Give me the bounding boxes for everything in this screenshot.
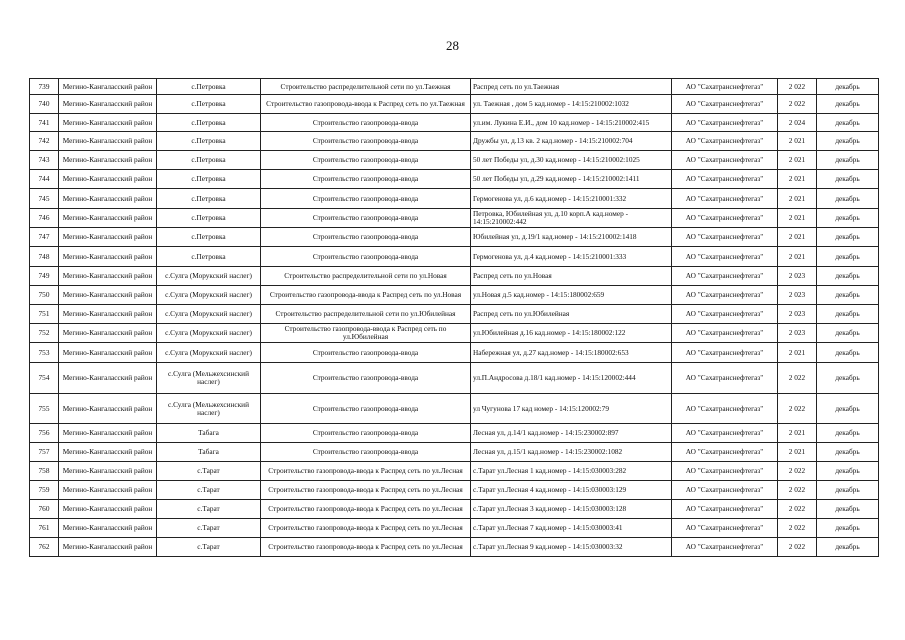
locality-cell: с.Сулга (Морукский наслег) bbox=[157, 286, 261, 305]
table-row bbox=[30, 114, 879, 132]
work-description-cell: Строительство газопровода-ввода bbox=[261, 343, 471, 363]
district-cell: Мегино-Кангаласский район bbox=[59, 267, 157, 286]
object-address-cell: Лесная ул, д.15/1 кад.номер - 14:15:230002:1082 bbox=[471, 443, 672, 462]
row-number: 759 bbox=[30, 481, 59, 500]
row-number: 740 bbox=[30, 95, 59, 114]
month-cell: декабрь bbox=[817, 462, 879, 481]
district-cell: Мегино-Кангаласский район bbox=[59, 170, 157, 189]
month-cell: декабрь bbox=[817, 189, 879, 209]
table-row bbox=[30, 519, 879, 538]
year-cell: 2 021 bbox=[778, 170, 817, 189]
object-address-cell: с.Тарат ул.Лесная 9 кад.номер - 14:15:030003:32 bbox=[471, 538, 672, 557]
district-cell: Мегино-Кангаласский район bbox=[59, 462, 157, 481]
work-description-cell: Строительство газопровода-ввода bbox=[261, 170, 471, 189]
organization-cell: АО "Сахатранснефтегаз" bbox=[672, 443, 778, 462]
year-cell: 2 022 bbox=[778, 519, 817, 538]
work-description-cell: Строительство газопровода-ввода к Распред сеть по ул.Лесная bbox=[261, 462, 471, 481]
object-address-cell: с.Тарат ул.Лесная 4 кад.номер - 14:15:030003:129 bbox=[471, 481, 672, 500]
work-description-cell: Строительство газопровода-ввода bbox=[261, 247, 471, 267]
locality-cell: с.Сулга (Мельжехсинский наслег) bbox=[157, 394, 261, 424]
work-description-cell: Строительство газопровода-ввода bbox=[261, 114, 471, 132]
organization-cell: АО "Сахатранснефтегаз" bbox=[672, 114, 778, 132]
table-row bbox=[30, 343, 879, 363]
district-cell: Мегино-Кангаласский район bbox=[59, 95, 157, 114]
year-cell: 2 021 bbox=[778, 151, 817, 170]
object-address-cell: Распред сеть по ул.Таежная bbox=[471, 79, 672, 95]
locality-cell: с.Сулга (Морукский наслег) bbox=[157, 267, 261, 286]
table-row bbox=[30, 209, 879, 228]
table-row bbox=[30, 424, 879, 443]
table-row bbox=[30, 132, 879, 151]
table-row bbox=[30, 305, 879, 324]
row-number: 753 bbox=[30, 343, 59, 363]
month-cell: декабрь bbox=[817, 286, 879, 305]
year-cell: 2 021 bbox=[778, 209, 817, 228]
organization-cell: АО "Сахатранснефтегаз" bbox=[672, 500, 778, 519]
organization-cell: АО "Сахатранснефтегаз" bbox=[672, 538, 778, 557]
year-cell: 2 021 bbox=[778, 247, 817, 267]
work-description-cell: Строительство газопровода-ввода к Распред сеть по ул.Таежная bbox=[261, 95, 471, 114]
table-row bbox=[30, 170, 879, 189]
month-cell: декабрь bbox=[817, 500, 879, 519]
work-description-cell: Строительство газопровода-ввода bbox=[261, 189, 471, 209]
object-address-cell: 50 лет Победы ул, д.29 кад.номер - 14:15:210002:1411 bbox=[471, 170, 672, 189]
work-description-cell: Строительство газопровода-ввода к Распред сеть по ул.Новая bbox=[261, 286, 471, 305]
district-cell: Мегино-Кангаласский район bbox=[59, 286, 157, 305]
gas-works-table bbox=[29, 78, 879, 557]
row-number: 744 bbox=[30, 170, 59, 189]
organization-cell: АО "Сахатранснефтегаз" bbox=[672, 462, 778, 481]
locality-cell: с.Петровка bbox=[157, 209, 261, 228]
month-cell: декабрь bbox=[817, 170, 879, 189]
table-row bbox=[30, 363, 879, 394]
row-number: 749 bbox=[30, 267, 59, 286]
district-cell: Мегино-Кангаласский район bbox=[59, 114, 157, 132]
object-address-cell: с.Тарат ул.Лесная 7 кад.номер - 14:15:030003:41 bbox=[471, 519, 672, 538]
year-cell: 2 022 bbox=[778, 462, 817, 481]
object-address-cell: Набережная ул, д.27 кад.номер - 14:15:180002:653 bbox=[471, 343, 672, 363]
object-address-cell: Гермогенова ул, д.4 кад.номер - 14:15:210001:333 bbox=[471, 247, 672, 267]
work-description-cell: Строительство газопровода-ввода к Распред сеть по ул.Лесная bbox=[261, 538, 471, 557]
district-cell: Мегино-Кангаласский район bbox=[59, 519, 157, 538]
organization-cell: АО "Сахатранснефтегаз" bbox=[672, 95, 778, 114]
object-address-cell: Гермогенова ул, д.6 кад.номер - 14:15:210001:332 bbox=[471, 189, 672, 209]
work-description-cell: Строительство газопровода-ввода к Распред сеть по ул.Лесная bbox=[261, 481, 471, 500]
year-cell: 2 021 bbox=[778, 228, 817, 247]
object-address-cell: ул.П.Андросова д.18/1 кад.номер - 14:15:120002:444 bbox=[471, 363, 672, 394]
row-number: 745 bbox=[30, 189, 59, 209]
table-row bbox=[30, 443, 879, 462]
work-description-cell: Строительство газопровода-ввода bbox=[261, 151, 471, 170]
work-description-cell: Строительство газопровода-ввода bbox=[261, 363, 471, 394]
object-address-cell: 50 лет Победы ул, д.30 кад.номер - 14:15:210002:1025 bbox=[471, 151, 672, 170]
district-cell: Мегино-Кангаласский район bbox=[59, 481, 157, 500]
row-number: 743 bbox=[30, 151, 59, 170]
object-address-cell: ул.им. Лукина Е.И., дом 10 кад.номер - 14:15:210002:415 bbox=[471, 114, 672, 132]
row-number: 760 bbox=[30, 500, 59, 519]
table-row bbox=[30, 462, 879, 481]
organization-cell: АО "Сахатранснефтегаз" bbox=[672, 151, 778, 170]
object-address-cell: с.Тарат ул.Лесная 1 кад.номер - 14:15:030003:282 bbox=[471, 462, 672, 481]
month-cell: декабрь bbox=[817, 114, 879, 132]
object-address-cell: Петровка, Юбилейная ул, д.10 корп.А кад.номер - 14:15:210002:442 bbox=[471, 209, 672, 228]
table-row bbox=[30, 189, 879, 209]
row-number: 742 bbox=[30, 132, 59, 151]
month-cell: декабрь bbox=[817, 481, 879, 500]
month-cell: декабрь bbox=[817, 519, 879, 538]
locality-cell: Табага bbox=[157, 424, 261, 443]
row-number: 754 bbox=[30, 363, 59, 394]
work-description-cell: Строительство газопровода-ввода к Распред сеть по ул.Лесная bbox=[261, 500, 471, 519]
locality-cell: с.Тарат bbox=[157, 500, 261, 519]
object-address-cell: Дружбы ул, д.13 кв. 2 кад.номер - 14:15:210002:704 bbox=[471, 132, 672, 151]
work-description-cell: Строительство распределительной сети по ул.Юбилейная bbox=[261, 305, 471, 324]
locality-cell: с.Сулга (Морукский наслег) bbox=[157, 343, 261, 363]
table-row bbox=[30, 286, 879, 305]
organization-cell: АО "Сахатранснефтегаз" bbox=[672, 519, 778, 538]
district-cell: Мегино-Кангаласский район bbox=[59, 209, 157, 228]
work-description-cell: Строительство газопровода-ввода bbox=[261, 443, 471, 462]
object-address-cell: Юбилейная ул, д.19/1 кад.номер - 14:15:210002:1418 bbox=[471, 228, 672, 247]
organization-cell: АО "Сахатранснефтегаз" bbox=[672, 424, 778, 443]
year-cell: 2 021 bbox=[778, 132, 817, 151]
object-address-cell: с.Тарат ул.Лесная 3 кад.номер - 14:15:030003:128 bbox=[471, 500, 672, 519]
month-cell: декабрь bbox=[817, 247, 879, 267]
month-cell: декабрь bbox=[817, 324, 879, 343]
district-cell: Мегино-Кангаласский район bbox=[59, 363, 157, 394]
district-cell: Мегино-Кангаласский район bbox=[59, 151, 157, 170]
organization-cell: АО "Сахатранснефтегаз" bbox=[672, 209, 778, 228]
locality-cell: с.Петровка bbox=[157, 189, 261, 209]
district-cell: Мегино-Кангаласский район bbox=[59, 247, 157, 267]
district-cell: Мегино-Кангаласский район bbox=[59, 189, 157, 209]
month-cell: декабрь bbox=[817, 538, 879, 557]
locality-cell: с.Петровка bbox=[157, 132, 261, 151]
locality-cell: с.Петровка bbox=[157, 151, 261, 170]
locality-cell: с.Петровка bbox=[157, 228, 261, 247]
row-number: 761 bbox=[30, 519, 59, 538]
object-address-cell: ул.Юбилейная д.16 кад.номер - 14:15:180002:122 bbox=[471, 324, 672, 343]
year-cell: 2 024 bbox=[778, 114, 817, 132]
row-number: 741 bbox=[30, 114, 59, 132]
row-number: 739 bbox=[30, 79, 59, 95]
organization-cell: АО "Сахатранснефтегаз" bbox=[672, 324, 778, 343]
locality-cell: с.Тарат bbox=[157, 538, 261, 557]
month-cell: декабрь bbox=[817, 424, 879, 443]
table-row bbox=[30, 538, 879, 557]
locality-cell: с.Петровка bbox=[157, 114, 261, 132]
year-cell: 2 023 bbox=[778, 305, 817, 324]
year-cell: 2 022 bbox=[778, 95, 817, 114]
year-cell: 2 021 bbox=[778, 343, 817, 363]
organization-cell: АО "Сахатранснефтегаз" bbox=[672, 363, 778, 394]
year-cell: 2 021 bbox=[778, 189, 817, 209]
year-cell: 2 022 bbox=[778, 538, 817, 557]
table-row bbox=[30, 247, 879, 267]
table-row bbox=[30, 324, 879, 343]
row-number: 762 bbox=[30, 538, 59, 557]
district-cell: Мегино-Кангаласский район bbox=[59, 324, 157, 343]
locality-cell: с.Сулга (Морукский наслег) bbox=[157, 324, 261, 343]
work-description-cell: Строительство распределительной сети по ул.Таежная bbox=[261, 79, 471, 95]
locality-cell: с.Тарат bbox=[157, 462, 261, 481]
district-cell: Мегино-Кангаласский район bbox=[59, 424, 157, 443]
table-row bbox=[30, 394, 879, 424]
object-address-cell: ул Чугунова 17 кад номер - 14:15:120002:79 bbox=[471, 394, 672, 424]
month-cell: декабрь bbox=[817, 228, 879, 247]
month-cell: декабрь bbox=[817, 443, 879, 462]
organization-cell: АО "Сахатранснефтегаз" bbox=[672, 170, 778, 189]
organization-cell: АО "Сахатранснефтегаз" bbox=[672, 247, 778, 267]
row-number: 750 bbox=[30, 286, 59, 305]
year-cell: 2 022 bbox=[778, 500, 817, 519]
table-row bbox=[30, 481, 879, 500]
organization-cell: АО "Сахатранснефтегаз" bbox=[672, 305, 778, 324]
district-cell: Мегино-Кангаласский район bbox=[59, 394, 157, 424]
organization-cell: АО "Сахатранснефтегаз" bbox=[672, 394, 778, 424]
organization-cell: АО "Сахатранснефтегаз" bbox=[672, 343, 778, 363]
organization-cell: АО "Сахатранснефтегаз" bbox=[672, 189, 778, 209]
month-cell: декабрь bbox=[817, 209, 879, 228]
month-cell: декабрь bbox=[817, 305, 879, 324]
work-description-cell: Строительство газопровода-ввода bbox=[261, 209, 471, 228]
row-number: 746 bbox=[30, 209, 59, 228]
row-number: 751 bbox=[30, 305, 59, 324]
row-number: 747 bbox=[30, 228, 59, 247]
page-number: 28 bbox=[446, 38, 459, 53]
district-cell: Мегино-Кангаласский район bbox=[59, 538, 157, 557]
district-cell: Мегино-Кангаласский район bbox=[59, 343, 157, 363]
month-cell: декабрь bbox=[817, 151, 879, 170]
district-cell: Мегино-Кангаласский район bbox=[59, 443, 157, 462]
organization-cell: АО "Сахатранснефтегаз" bbox=[672, 132, 778, 151]
table-row bbox=[30, 151, 879, 170]
row-number: 752 bbox=[30, 324, 59, 343]
month-cell: декабрь bbox=[817, 267, 879, 286]
year-cell: 2 021 bbox=[778, 443, 817, 462]
work-description-cell: Строительство газопровода-ввода bbox=[261, 394, 471, 424]
locality-cell: с.Петровка bbox=[157, 170, 261, 189]
row-number: 758 bbox=[30, 462, 59, 481]
year-cell: 2 022 bbox=[778, 79, 817, 95]
locality-cell: с.Сулга (Мельжехсинский наслег) bbox=[157, 363, 261, 394]
table-row bbox=[30, 95, 879, 114]
organization-cell: АО "Сахатранснефтегаз" bbox=[672, 267, 778, 286]
work-description-cell: Строительство газопровода-ввода к Распред сеть по ул.Юбилейная bbox=[261, 324, 471, 343]
organization-cell: АО "Сахатранснефтегаз" bbox=[672, 481, 778, 500]
work-description-cell: Строительство газопровода-ввода к Распред сеть по ул.Лесная bbox=[261, 519, 471, 538]
month-cell: декабрь bbox=[817, 343, 879, 363]
year-cell: 2 023 bbox=[778, 286, 817, 305]
work-description-cell: Строительство газопровода-ввода bbox=[261, 228, 471, 247]
year-cell: 2 023 bbox=[778, 267, 817, 286]
locality-cell: Табага bbox=[157, 443, 261, 462]
district-cell: Мегино-Кангаласский район bbox=[59, 79, 157, 95]
month-cell: декабрь bbox=[817, 79, 879, 95]
object-address-cell: ул.Новая д.5 кад.номер - 14:15:180002:659 bbox=[471, 286, 672, 305]
locality-cell: с.Петровка bbox=[157, 247, 261, 267]
row-number: 756 bbox=[30, 424, 59, 443]
organization-cell: АО "Сахатранснефтегаз" bbox=[672, 286, 778, 305]
object-address-cell: Распред сеть по ул.Юбилейная bbox=[471, 305, 672, 324]
object-address-cell: ул. Таежная , дом 5 кад.номер - 14:15:210002:1032 bbox=[471, 95, 672, 114]
work-description-cell: Строительство газопровода-ввода bbox=[261, 424, 471, 443]
month-cell: декабрь bbox=[817, 132, 879, 151]
district-cell: Мегино-Кангаласский район bbox=[59, 228, 157, 247]
table-row bbox=[30, 500, 879, 519]
year-cell: 2 022 bbox=[778, 363, 817, 394]
table-row bbox=[30, 228, 879, 247]
district-cell: Мегино-Кангаласский район bbox=[59, 305, 157, 324]
locality-cell: с.Тарат bbox=[157, 519, 261, 538]
organization-cell: АО "Сахатранснефтегаз" bbox=[672, 79, 778, 95]
month-cell: декабрь bbox=[817, 394, 879, 424]
year-cell: 2 022 bbox=[778, 394, 817, 424]
organization-cell: АО "Сахатранснефтегаз" bbox=[672, 228, 778, 247]
row-number: 757 bbox=[30, 443, 59, 462]
object-address-cell: Лесная ул, д.14/1 кад.номер - 14:15:230002:897 bbox=[471, 424, 672, 443]
locality-cell: с.Петровка bbox=[157, 95, 261, 114]
locality-cell: с.Петровка bbox=[157, 79, 261, 95]
district-cell: Мегино-Кангаласский район bbox=[59, 500, 157, 519]
district-cell: Мегино-Кангаласский район bbox=[59, 132, 157, 151]
work-description-cell: Строительство распределительной сети по ул.Новая bbox=[261, 267, 471, 286]
table-body bbox=[30, 79, 879, 557]
table-row bbox=[30, 267, 879, 286]
table-row bbox=[30, 79, 879, 95]
year-cell: 2 021 bbox=[778, 424, 817, 443]
month-cell: декабрь bbox=[817, 95, 879, 114]
row-number: 748 bbox=[30, 247, 59, 267]
object-address-cell: Распред сеть по ул.Новая bbox=[471, 267, 672, 286]
locality-cell: с.Тарат bbox=[157, 481, 261, 500]
month-cell: декабрь bbox=[817, 363, 879, 394]
row-number: 755 bbox=[30, 394, 59, 424]
year-cell: 2 023 bbox=[778, 324, 817, 343]
locality-cell: с.Сулга (Морукский наслег) bbox=[157, 305, 261, 324]
work-description-cell: Строительство газопровода-ввода bbox=[261, 132, 471, 151]
year-cell: 2 022 bbox=[778, 481, 817, 500]
